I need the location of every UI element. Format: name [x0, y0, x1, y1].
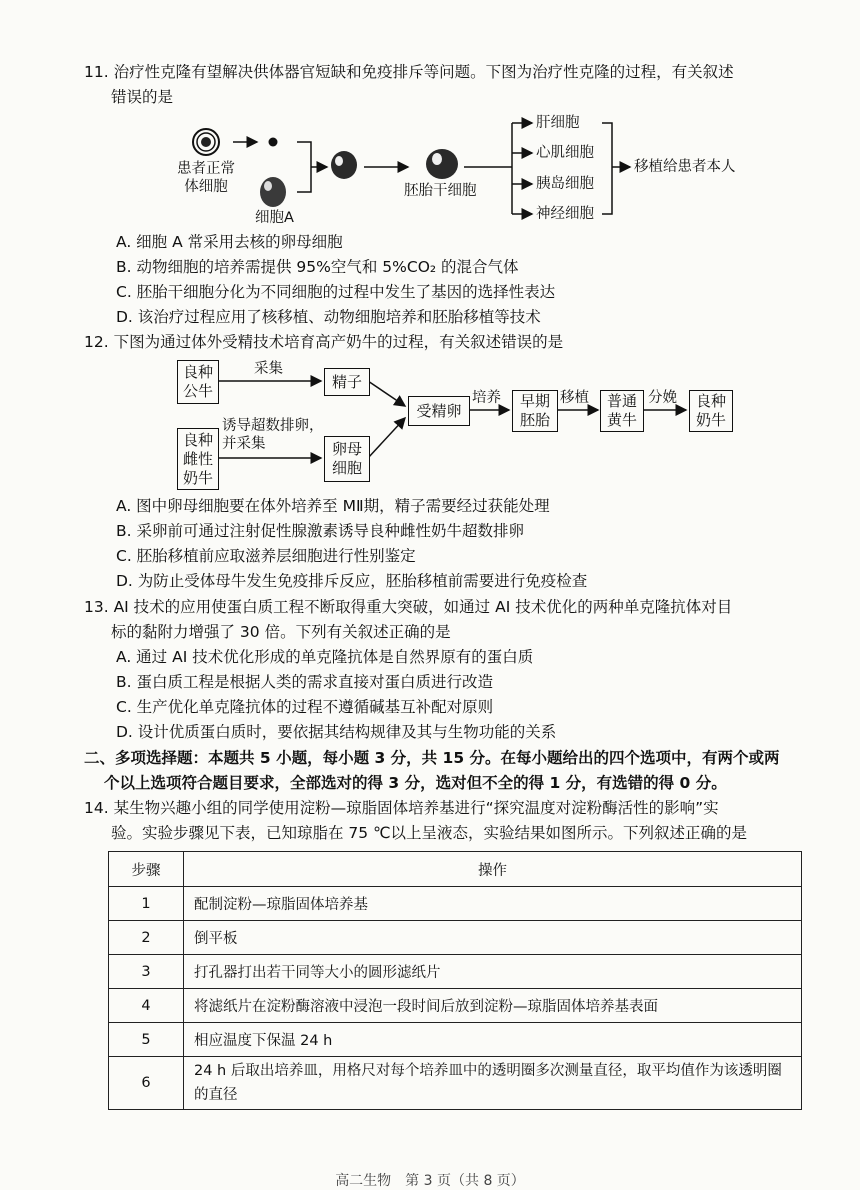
q11-option-c: C. 胚胎干细胞分化为不同细胞的过程中发生了基因的选择性表达	[116, 283, 556, 301]
cell-a-icon	[260, 177, 286, 207]
table-row	[109, 887, 802, 921]
q12-option-d: D. 为防止受体母牛发生免疫排斥反应，胚胎移植前需要进行免疫检查	[116, 572, 588, 590]
q13-option-d: D. 设计优质蛋白质时，要依据其结构规律及其与生物功能的关系	[116, 723, 557, 741]
cell-a-label: 细胞A	[255, 210, 294, 226]
q13-option-a: A. 通过 AI 技术优化形成的单克隆抗体是自然界原有的蛋白质	[116, 648, 534, 666]
table-row	[109, 921, 802, 955]
q11-stem-line1: 11. 治疗性克隆有望解决供体器官短缺和免疫排斥等问题。下图为治疗性克隆的过程，有关叙述	[84, 63, 734, 81]
table-row	[109, 1023, 802, 1057]
q11-option-b: B. 动物细胞的培养需提供 95%空气和 5%CO₂ 的混合气体	[116, 258, 519, 276]
q11-option-a: A. 细胞 A 常采用去核的卵母细胞	[116, 233, 343, 251]
step-operation: 打孔器打出若干同等大小的圆形滤纸片	[184, 955, 802, 989]
step-operation: 将滤纸片在淀粉酶溶液中浸泡一段时间后放到淀粉—琼脂固体培养基表面	[184, 989, 802, 1023]
q12-option-c: C. 胚胎移植前应取滋养层细胞进行性别鉴定	[116, 547, 416, 565]
q12-option-b: B. 采卵前可通过注射促性腺激素诱导良种雌性奶牛超数排卵	[116, 522, 524, 540]
header-operation: 操作	[184, 852, 802, 887]
section2-header	[84, 746, 814, 796]
q14-stem	[84, 796, 814, 846]
target-cardiac: 心肌细胞	[536, 145, 594, 161]
embryonic-stem-label: 胚胎干细胞	[404, 183, 477, 199]
q14-stem-line2: 验。实验步骤见下表，已知琼脂在 75 ℃以上呈液态，实验结果如图所示。下列叙述正确的是	[111, 824, 747, 842]
birth-label: 分娩	[648, 390, 677, 406]
transplant-result: 移植给患者本人	[634, 159, 736, 175]
culture-label: 培养	[472, 390, 501, 406]
page-footer: 高二生物 第 3 页（共 8 页）	[335, 1173, 525, 1189]
step-number: 1	[109, 887, 184, 921]
table-header-row	[109, 852, 802, 887]
q13-option-b: B. 蛋白质工程是根据人类的需求直接对蛋白质进行改造	[116, 673, 493, 691]
q13-option-c: C. 生产优化单克隆抗体的过程不遵循碱基互补配对原则	[116, 698, 494, 716]
steps-table	[108, 851, 802, 1110]
embryonic-stem-cell-icon	[426, 149, 458, 179]
table-row	[109, 955, 802, 989]
table-row	[109, 989, 802, 1023]
section2-line2: 个以上选项符合题目要求，全部选对的得 3 分，选对但不全的得 1 分，有选错的得 0 分。	[104, 774, 727, 792]
step-number: 3	[109, 955, 184, 989]
oocyte-box: 卵母 细胞	[324, 436, 370, 482]
step-number: 5	[109, 1023, 184, 1057]
bull-box: 良种 公牛	[177, 360, 219, 404]
q11-stem-line2: 错误的是	[111, 88, 174, 106]
q14-stem-line1: 14. 某生物兴趣小组的同学使用淀粉—琼脂固体培养基进行“探究温度对淀粉酶活性的影响”实	[84, 799, 719, 817]
q13-stem-line1: 13. AI 技术的应用使蛋白质工程不断取得重大突破，如通过 AI 技术优化的两种单克隆抗体对目	[84, 598, 733, 616]
fertilized-egg-box: 受精卵	[408, 396, 470, 426]
early-embryo-box: 早期 胚胎	[512, 390, 558, 432]
q13-stem-line2: 标的黏附力增强了 30 倍。下列有关叙述正确的是	[111, 623, 451, 641]
q13-stem	[84, 595, 804, 645]
patient-cell-label: 患者正常 体细胞	[177, 161, 235, 195]
target-nerve: 神经细胞	[536, 206, 594, 222]
header-step: 步骤	[109, 852, 184, 887]
induce-label: 诱导超数排卵， 并采集	[222, 418, 324, 452]
step-number: 4	[109, 989, 184, 1023]
sperm-box: 精子	[324, 368, 370, 396]
nucleus-icon	[269, 138, 278, 147]
q12-stem: 12. 下图为通过体外受精技术培育高产奶牛的过程，有关叙述错误的是	[84, 333, 564, 351]
target-liver: 肝细胞	[536, 115, 580, 131]
collect-label: 采集	[254, 361, 283, 377]
patient-cell-icon	[193, 129, 219, 155]
step-operation: 倒平板	[184, 921, 802, 955]
q12-option-a: A. 图中卵母细胞要在体外培养至 MⅡ期，精子需要经过获能处理	[116, 497, 550, 515]
step-number: 2	[109, 921, 184, 955]
transplant-label: 移植	[560, 390, 589, 406]
reconstructed-cell-icon	[331, 151, 357, 179]
ordinary-cow-box: 普通 黄牛	[600, 390, 644, 432]
cow-box: 良种 雌性 奶牛	[177, 428, 219, 490]
table-row	[109, 1057, 802, 1110]
section2-line1: 二、多项选择题：本题共 5 小题，每小题 3 分，共 15 分。在每小题给出的四个选项中，有两个或两	[84, 749, 780, 767]
q11-option-d: D. 该治疗过程应用了核移植、动物细胞培养和胚胎移植等技术	[116, 308, 541, 326]
target-islet: 胰岛细胞	[536, 176, 594, 192]
step-operation: 相应温度下保温 24 h	[184, 1023, 802, 1057]
step-operation: 配制淀粉—琼脂固体培养基	[184, 887, 802, 921]
dairy-cow-box: 良种 奶牛	[689, 390, 733, 432]
step-operation: 24 h 后取出培养皿，用格尺对每个培养皿中的透明圈多次测量直径，取平均值作为该透明圈的直径	[184, 1057, 802, 1110]
step-number: 6	[109, 1057, 184, 1110]
